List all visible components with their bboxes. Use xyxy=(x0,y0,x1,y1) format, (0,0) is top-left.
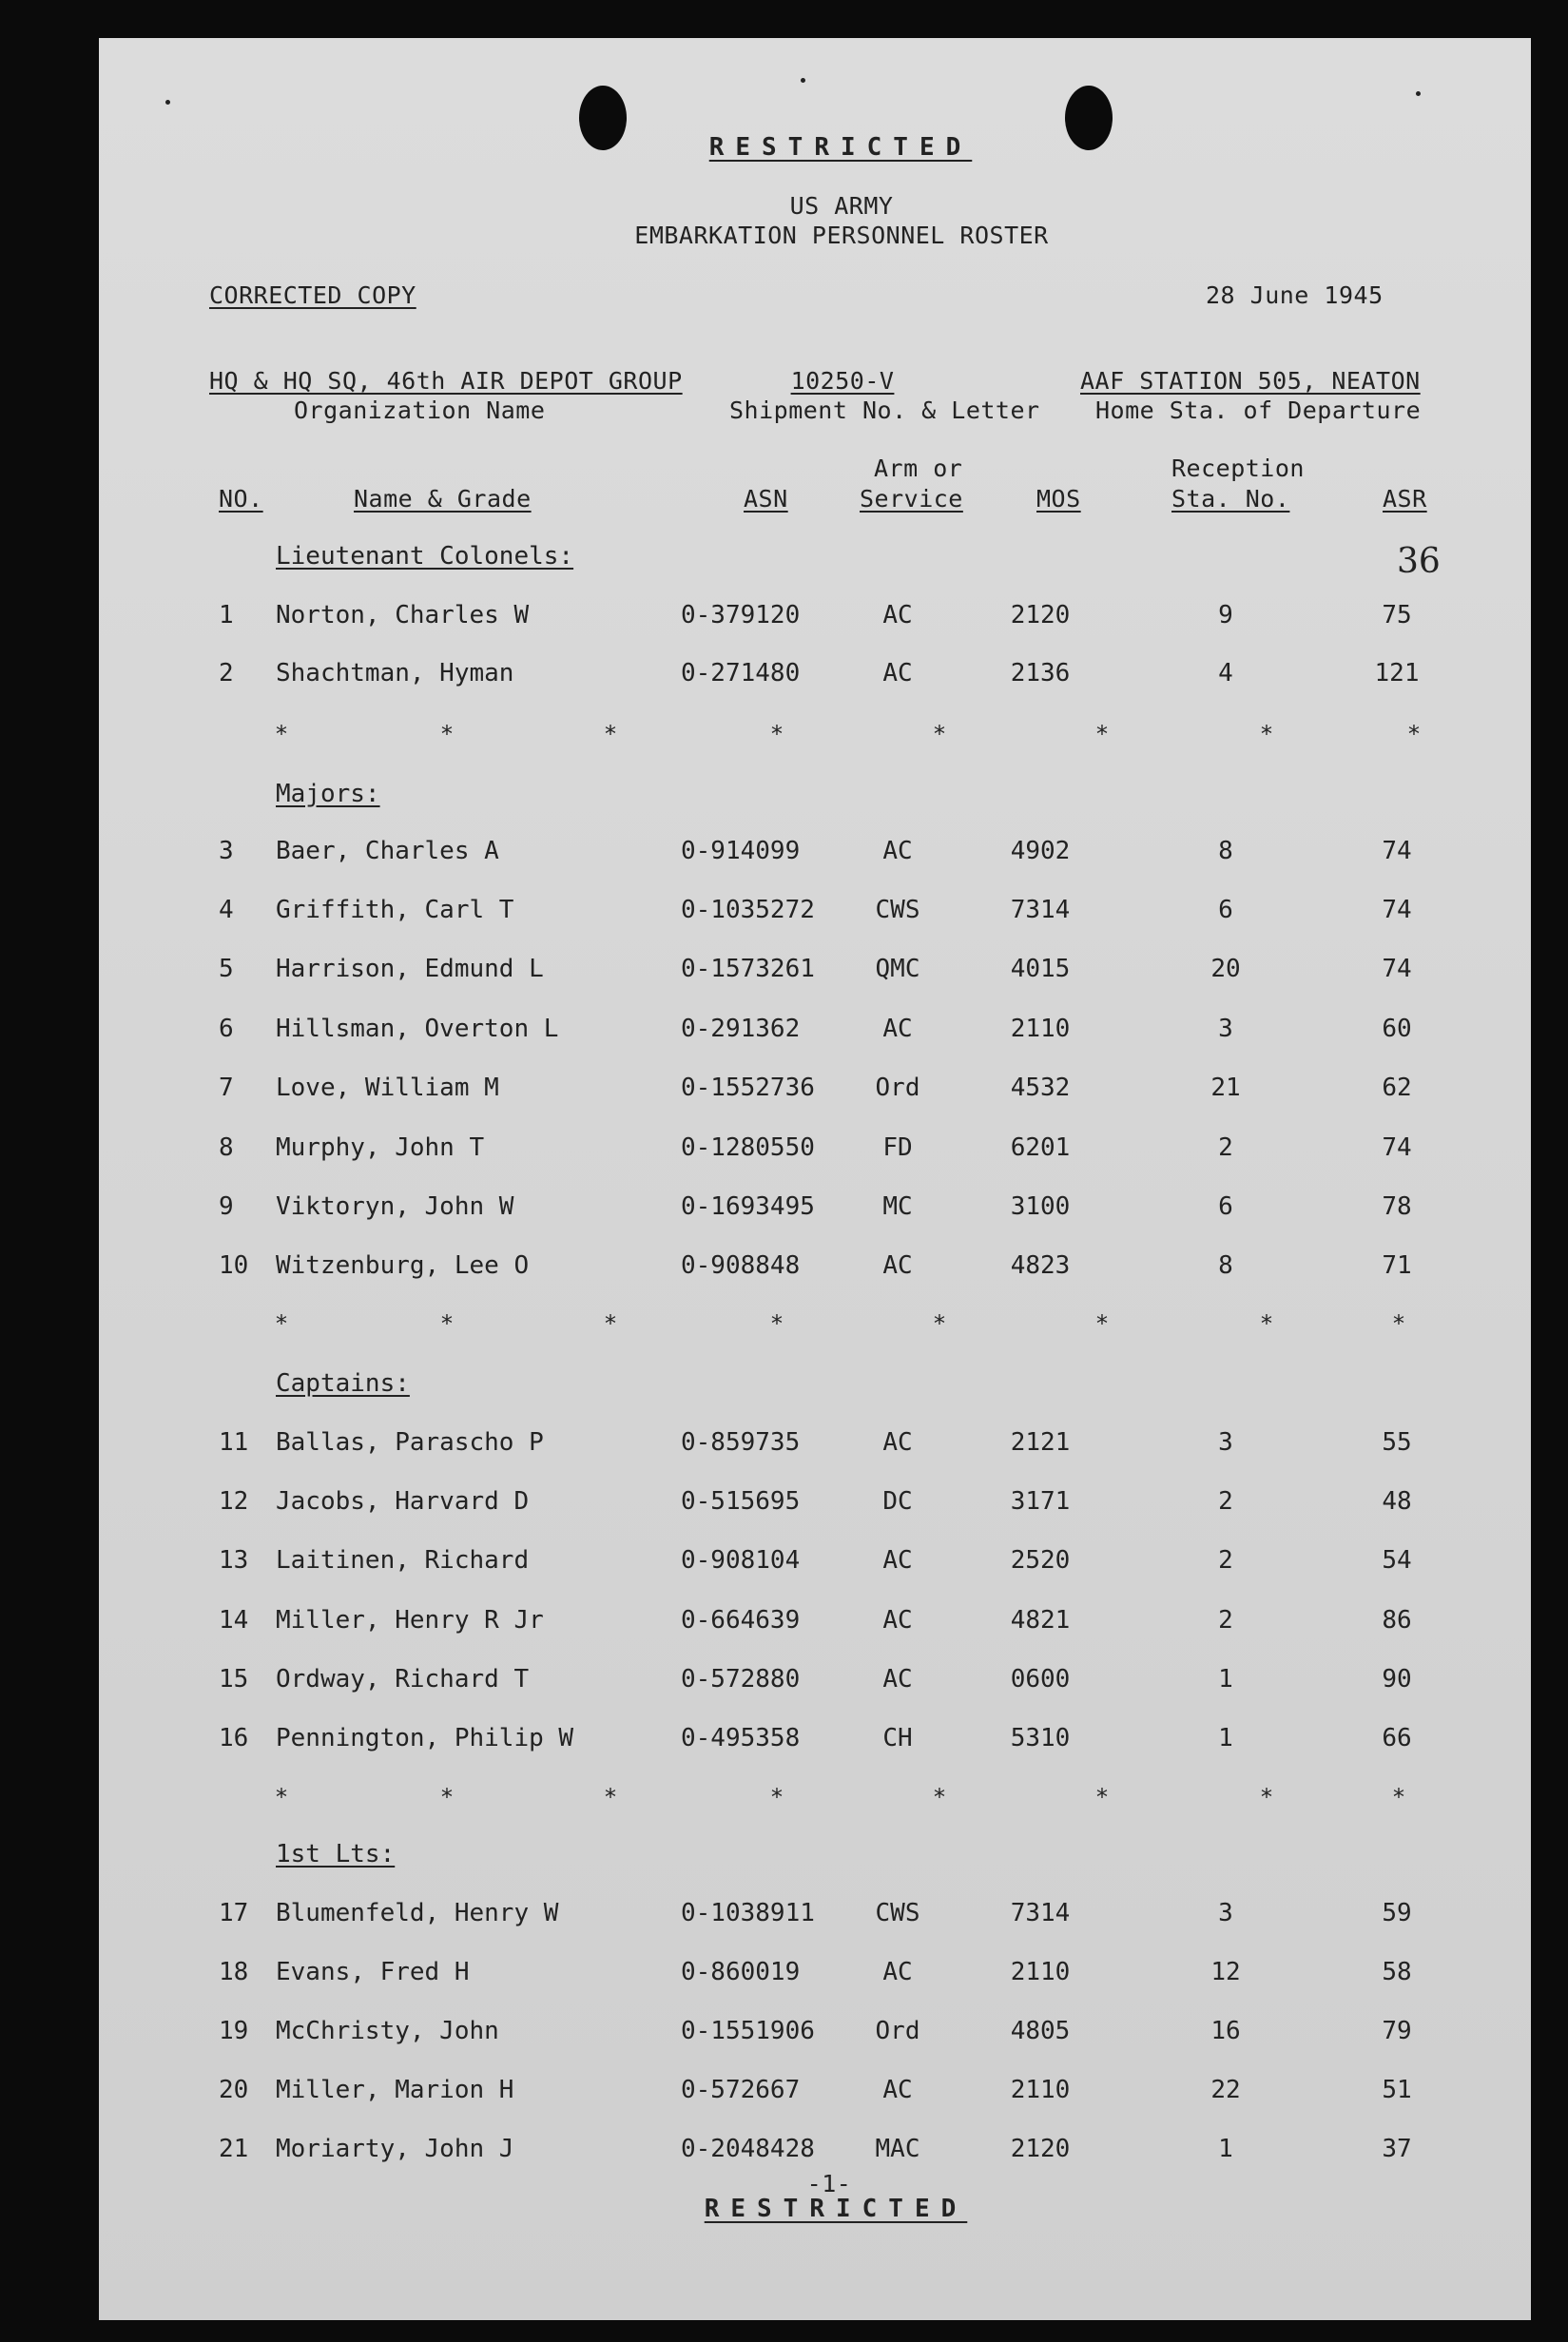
row-name: Murphy, John T xyxy=(276,1133,485,1162)
row-name: Hillsman, Overton L xyxy=(276,1015,559,1043)
row-asn: 0-1035272 xyxy=(681,896,815,924)
roster-page xyxy=(99,38,1531,2320)
table-row xyxy=(99,1958,1531,1996)
speck xyxy=(1416,91,1421,96)
row-mos: 7314 xyxy=(1010,896,1071,924)
row-asr: 48 xyxy=(1382,1487,1412,1516)
speck xyxy=(801,78,805,83)
row-no: 12 xyxy=(219,1487,249,1516)
row-asn: 0-664639 xyxy=(681,1606,801,1635)
row-asr: 62 xyxy=(1382,1074,1412,1102)
row-mos: 2120 xyxy=(1010,601,1071,629)
row-no: 17 xyxy=(219,1899,249,1927)
home-station-value: AAF STATION 505, NEATON xyxy=(1080,367,1421,395)
row-arm: DC xyxy=(882,1487,913,1516)
table-row xyxy=(99,896,1531,934)
row-no: 16 xyxy=(219,1724,249,1752)
row-no: 11 xyxy=(219,1428,249,1457)
star: * xyxy=(1406,721,1422,747)
star: * xyxy=(1094,1784,1110,1810)
row-arm: CWS xyxy=(875,1899,920,1927)
row-mos: 4015 xyxy=(1010,955,1071,983)
row-no: 7 xyxy=(219,1074,234,1102)
section-heading: 1st Lts: xyxy=(276,1840,396,1868)
row-asn: 0-1551906 xyxy=(681,2017,815,2045)
row-no: 15 xyxy=(219,1665,249,1694)
row-name: Evans, Fred H xyxy=(276,1958,470,1986)
row-asr: 58 xyxy=(1382,1958,1412,1986)
row-reception: 8 xyxy=(1218,1251,1233,1280)
row-reception: 2 xyxy=(1218,1546,1233,1575)
row-arm: AC xyxy=(882,2076,913,2104)
table-row xyxy=(99,1074,1531,1112)
row-reception: 2 xyxy=(1218,1606,1233,1635)
row-asr: 79 xyxy=(1382,2017,1412,2045)
star: * xyxy=(769,1784,784,1810)
row-name: McChristy, John xyxy=(276,2017,499,2045)
star: * xyxy=(603,721,618,747)
table-row xyxy=(99,1428,1531,1466)
row-name: Pennington, Philip W xyxy=(276,1724,574,1752)
row-mos: 5310 xyxy=(1010,1724,1071,1752)
star: * xyxy=(769,1310,784,1337)
punch-hole-right xyxy=(1065,86,1113,150)
page-number: -1- xyxy=(806,2170,852,2197)
row-reception: 20 xyxy=(1210,955,1241,983)
row-asr: 55 xyxy=(1382,1428,1412,1457)
row-no: 14 xyxy=(219,1606,249,1635)
handwritten-note: 36 xyxy=(1397,542,1441,581)
row-arm: AC xyxy=(882,1015,913,1043)
row-name: Shachtman, Hyman xyxy=(276,659,514,687)
row-asn: 0-914099 xyxy=(681,837,801,865)
row-name: Ordway, Richard T xyxy=(276,1665,530,1694)
row-asr: 74 xyxy=(1382,955,1412,983)
row-no: 2 xyxy=(219,659,234,687)
row-reception: 12 xyxy=(1210,1958,1241,1986)
row-name: Griffith, Carl T xyxy=(276,896,514,924)
section-heading: Majors: xyxy=(276,780,380,808)
star: * xyxy=(769,721,784,747)
col-reception-line2: Sta. No. xyxy=(1171,485,1290,513)
row-mos: 3171 xyxy=(1010,1487,1071,1516)
star: * xyxy=(1391,1310,1406,1337)
row-reception: 16 xyxy=(1210,2017,1241,2045)
row-mos: 2110 xyxy=(1010,1015,1071,1043)
star: * xyxy=(274,1784,289,1810)
row-name: Viktoryn, John W xyxy=(276,1192,514,1221)
col-mos: MOS xyxy=(1036,485,1081,513)
row-asr: 74 xyxy=(1382,896,1412,924)
row-asr: 74 xyxy=(1382,837,1412,865)
star: * xyxy=(1259,1310,1274,1337)
section-heading: Lieutenant Colonels: xyxy=(276,542,574,571)
table-row xyxy=(99,1899,1531,1937)
star: * xyxy=(932,1784,947,1810)
row-arm: FD xyxy=(882,1133,913,1162)
row-reception: 4 xyxy=(1218,659,1233,687)
row-arm: AC xyxy=(882,1665,913,1694)
table-row xyxy=(99,601,1531,639)
punch-hole-left xyxy=(579,86,627,150)
star: * xyxy=(1259,721,1274,747)
row-no: 13 xyxy=(219,1546,249,1575)
star: * xyxy=(439,1784,455,1810)
star: * xyxy=(439,1310,455,1337)
row-name: Jacobs, Harvard D xyxy=(276,1487,530,1516)
row-no: 19 xyxy=(219,2017,249,2045)
row-asn: 0-271480 xyxy=(681,659,801,687)
row-arm: AC xyxy=(882,1428,913,1457)
section-heading: Captains: xyxy=(276,1369,410,1398)
row-asr: 66 xyxy=(1382,1724,1412,1752)
row-no: 4 xyxy=(219,896,234,924)
table-row xyxy=(99,1606,1531,1644)
row-asn: 0-572880 xyxy=(681,1665,801,1694)
row-name: Norton, Charles W xyxy=(276,601,530,629)
corrected-copy-label: CORRECTED COPY xyxy=(209,281,416,309)
row-asr: 51 xyxy=(1382,2076,1412,2104)
table-row xyxy=(99,2076,1531,2114)
col-arm-line1: Arm or xyxy=(874,455,963,482)
row-name: Blumenfeld, Henry W xyxy=(276,1899,559,1927)
row-asn: 0-2048428 xyxy=(681,2135,815,2163)
row-asr: 78 xyxy=(1382,1192,1412,1221)
star: * xyxy=(603,1310,618,1337)
row-mos: 2520 xyxy=(1010,1546,1071,1575)
row-mos: 4821 xyxy=(1010,1606,1071,1635)
row-arm: AC xyxy=(882,659,913,687)
row-arm: AC xyxy=(882,837,913,865)
row-arm: AC xyxy=(882,1958,913,1986)
home-station-label: Home Sta. of Departure xyxy=(1095,397,1422,424)
row-name: Moriarty, John J xyxy=(276,2135,514,2163)
table-row xyxy=(99,1133,1531,1171)
table-row xyxy=(99,2017,1531,2055)
row-asr: 54 xyxy=(1382,1546,1412,1575)
row-arm: MAC xyxy=(875,2135,920,2163)
row-name: Laitinen, Richard xyxy=(276,1546,530,1575)
row-mos: 2110 xyxy=(1010,1958,1071,1986)
row-arm: QMC xyxy=(875,955,920,983)
table-row xyxy=(99,1192,1531,1230)
star: * xyxy=(1391,1784,1406,1810)
row-arm: MC xyxy=(882,1192,913,1221)
row-arm: CH xyxy=(882,1724,913,1752)
row-no: 18 xyxy=(219,1958,249,1986)
row-arm: AC xyxy=(882,1606,913,1635)
star: * xyxy=(1094,721,1110,747)
row-asr: 59 xyxy=(1382,1899,1412,1927)
row-asn: 0-908848 xyxy=(681,1251,801,1280)
row-name: Miller, Henry R Jr xyxy=(276,1606,544,1635)
row-mos: 2121 xyxy=(1010,1428,1071,1457)
row-reception: 8 xyxy=(1218,837,1233,865)
row-asr: 37 xyxy=(1382,2135,1412,2163)
row-asr: 90 xyxy=(1382,1665,1412,1694)
row-reception: 1 xyxy=(1218,1665,1233,1694)
row-reception: 1 xyxy=(1218,2135,1233,2163)
organization-name-value: HQ & HQ SQ, 46th AIR DEPOT GROUP xyxy=(209,367,683,395)
col-asn: ASN xyxy=(744,485,788,513)
row-asn: 0-1693495 xyxy=(681,1192,815,1221)
row-mos: 4532 xyxy=(1010,1074,1071,1102)
row-no: 6 xyxy=(219,1015,234,1043)
row-no: 21 xyxy=(219,2135,249,2163)
speck xyxy=(165,100,170,105)
row-asr: 86 xyxy=(1382,1606,1412,1635)
star: * xyxy=(274,721,289,747)
row-asn: 0-1280550 xyxy=(681,1133,815,1162)
row-reception: 22 xyxy=(1210,2076,1241,2104)
row-name: Harrison, Edmund L xyxy=(276,955,544,983)
row-name: Love, William M xyxy=(276,1074,499,1102)
table-row xyxy=(99,2135,1531,2173)
row-asn: 0-908104 xyxy=(681,1546,801,1575)
row-arm: Ord xyxy=(875,2017,920,2045)
row-asn: 0-1573261 xyxy=(681,955,815,983)
row-mos: 3100 xyxy=(1010,1192,1071,1221)
restricted-footer: RESTRICTED xyxy=(704,2195,968,2223)
table-row xyxy=(99,1546,1531,1584)
row-mos: 4805 xyxy=(1010,2017,1071,2045)
row-name: Miller, Marion H xyxy=(276,2076,514,2104)
row-reception: 2 xyxy=(1218,1487,1233,1516)
row-reception: 6 xyxy=(1218,896,1233,924)
row-mos: 4823 xyxy=(1010,1251,1071,1280)
row-asn: 0-495358 xyxy=(681,1724,801,1752)
row-reception: 3 xyxy=(1218,1015,1233,1043)
shipment-label: Shipment No. & Letter xyxy=(729,397,1040,424)
row-mos: 4902 xyxy=(1010,837,1071,865)
row-reception: 3 xyxy=(1218,1899,1233,1927)
org-line: US ARMY xyxy=(789,192,894,220)
restricted-header: RESTRICTED xyxy=(708,133,973,162)
table-row xyxy=(99,1665,1531,1703)
row-no: 5 xyxy=(219,955,234,983)
row-mos: 0600 xyxy=(1010,1665,1071,1694)
row-reception: 3 xyxy=(1218,1428,1233,1457)
row-asr: 74 xyxy=(1382,1133,1412,1162)
row-reception: 6 xyxy=(1218,1192,1233,1221)
row-name: Baer, Charles A xyxy=(276,837,499,865)
row-asn: 0-860019 xyxy=(681,1958,801,1986)
row-asn: 0-515695 xyxy=(681,1487,801,1516)
col-no: NO. xyxy=(219,485,263,513)
row-arm: AC xyxy=(882,1546,913,1575)
row-name: Ballas, Parascho P xyxy=(276,1428,544,1457)
col-arm-line2: Service xyxy=(860,485,963,513)
star: * xyxy=(1094,1310,1110,1337)
row-mos: 2110 xyxy=(1010,2076,1071,2104)
row-arm: CWS xyxy=(875,896,920,924)
col-asr: ASR xyxy=(1383,485,1427,513)
row-name: Witzenburg, Lee O xyxy=(276,1251,530,1280)
row-no: 8 xyxy=(219,1133,234,1162)
row-reception: 21 xyxy=(1210,1074,1241,1102)
row-arm: AC xyxy=(882,1251,913,1280)
organization-name-label: Organization Name xyxy=(294,397,546,424)
star: * xyxy=(274,1310,289,1337)
star: * xyxy=(932,1310,947,1337)
row-mos: 7314 xyxy=(1010,1899,1071,1927)
table-row xyxy=(99,1015,1531,1053)
row-asr: 75 xyxy=(1382,601,1412,629)
star: * xyxy=(1259,1784,1274,1810)
date: 28 June 1945 xyxy=(1206,281,1384,309)
row-mos: 2136 xyxy=(1010,659,1071,687)
shipment-value: 10250-V xyxy=(790,367,895,395)
star: * xyxy=(932,721,947,747)
row-reception: 1 xyxy=(1218,1724,1233,1752)
star: * xyxy=(439,721,455,747)
table-row xyxy=(99,659,1531,697)
row-no: 9 xyxy=(219,1192,234,1221)
row-asr: 71 xyxy=(1382,1251,1412,1280)
star: * xyxy=(603,1784,618,1810)
row-asn: 0-1038911 xyxy=(681,1899,815,1927)
row-asr: 121 xyxy=(1374,659,1420,687)
row-no: 20 xyxy=(219,2076,249,2104)
roster-title: EMBARKATION PERSONNEL ROSTER xyxy=(634,222,1049,249)
table-row xyxy=(99,1487,1531,1525)
row-mos: 6201 xyxy=(1010,1133,1071,1162)
row-reception: 9 xyxy=(1218,601,1233,629)
row-no: 3 xyxy=(219,837,234,865)
row-no: 10 xyxy=(219,1251,249,1280)
row-asn: 0-1552736 xyxy=(681,1074,815,1102)
table-row xyxy=(99,837,1531,875)
row-mos: 2120 xyxy=(1010,2135,1071,2163)
col-reception-line1: Reception xyxy=(1171,455,1305,482)
col-name: Name & Grade xyxy=(354,485,532,513)
row-asn: 0-572667 xyxy=(681,2076,801,2104)
row-arm: AC xyxy=(882,601,913,629)
row-asr: 60 xyxy=(1382,1015,1412,1043)
row-no: 1 xyxy=(219,601,234,629)
table-row xyxy=(99,1724,1531,1762)
table-row xyxy=(99,955,1531,993)
row-reception: 2 xyxy=(1218,1133,1233,1162)
table-row xyxy=(99,1251,1531,1289)
row-asn: 0-379120 xyxy=(681,601,801,629)
row-asn: 0-859735 xyxy=(681,1428,801,1457)
row-arm: Ord xyxy=(875,1074,920,1102)
row-asn: 0-291362 xyxy=(681,1015,801,1043)
